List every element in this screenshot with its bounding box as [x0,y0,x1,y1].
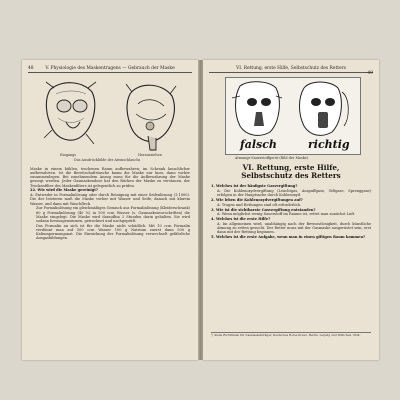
answer-text: A: Wenn möglichst wenig Sauerstoff im Raume ist, rettet man zunächst Luft. [217,212,356,217]
paragraph: Maske in einem kühlen, trockenen Raum aufbewahren; im Schrank lauschlicher aufbewahrten. Ist die Bereitschaftstasche kaum die Maske nur kurz, dann vorher zusammenlegen. Bei zunehmendem Anzug muss für die Aufbewahrung der Maske gesorgt werden. Jeder Gasmaskendose hat den Rücken der Maske zu verstauen, der Trockenfilter des Maskenfilters ist gelegentlich zu prüfen. [30,167,190,188]
figure-caption-left: Das Ausdrückbilde der Atemschlauchs [74,158,141,162]
right-page-number: 49 [367,71,373,76]
right-page-header [209,66,373,76]
question-heading: 1. Welches ist der häufigste Gasvergiftung? [211,184,298,188]
left-page-body [30,167,190,241]
caption-right-figure: Herausziehen [138,153,162,157]
question-heading: 2. Wie leben die Kohlenoxydvergiftungen auf? [211,197,303,202]
figure-caption-right: Atmungs-Sauerstoffgerät (Bild der Maske) [235,156,309,160]
caption-left-figure: Eingangs [60,153,77,157]
mask-comparison-figure [225,77,361,155]
answer-text: A: Im allgemeinen wird, unabhängig nach der Bewusstlosigkeit, durch künstliche Atmung zu retten gesucht. Der Retter muss mit der Gasmaske ausgerüstet sein, erst dann mit der Rettung beginnen. [217,222,371,235]
paragraph: Das Formalin an sich ist für die Maske nicht schädlich. Mit 10 ccm Formalin verdünnt man auf 500 ccm Wasser 100 g Natrium zuerst dann 500 g Kaliumpermanganat. Die Einwirkung der Formalinlösung verwechselt gefährliche Ausgasbildungen. [36,223,190,241]
left-page-running-title: V. Physiologie des Maskentragens — Gebrauch der Maske [45,66,175,71]
question-heading: 22. Wie wird die Maske gereinigt? [30,188,98,193]
mask-comparison-drawing [226,78,360,140]
question-heading: 5. Welches ist die erste Aufgabe, wenn man in einen giftigen Raum kommen? [211,235,366,240]
answer-text: A: Tragen und Rettungen sind oft erforderlich. [217,202,302,207]
question-heading: 4. Welches ist die erste Hilfe? [211,217,271,222]
footnote: ¹) Siehe Richtlinien für Gasmaskenträger, Deutsches Rotes Kreuz, Berlin, Leipzig und München 1934. [211,332,371,337]
paragraph: Zur Formalinlösung ein gleichmäßiges Gemisch aus Formalinlösung (Kleiderschrank) 60 g Formalinlösung (40 %) in 500 ccm Wasser (s. Gasmaskenvorschriften) die Maske eingelegt. Die Maske wird daraufhin 2 Stunden darin gehalten. Sie wird sodann herausgenommen, getrocknet und nachgeprüft. [36,206,190,223]
label-richtig: richtig [308,138,350,151]
label-falsch: falsch [240,138,277,151]
section-heading-line-2: Selbstschutz des Retters [241,171,341,180]
left-page [22,60,198,360]
left-page-number: 48 [28,66,34,71]
gas-mask-illustration-right [120,78,180,152]
section-heading-line-1: VI. Rettung, erste Hilfe, [242,163,340,172]
gas-mask-illustration-left [42,78,100,150]
right-page-body [211,184,371,240]
answer-text: A: Die Kohlenoxydvergiftung (Leuchtgas, Auspuffgase, Giftgase, Sprenggase) erfolgen in der Hauptsache durch Kohlenoxyd. [217,188,371,197]
right-page-running-title: VI. Rettung, erste Hilfe, Selbstschutz des Retters [236,66,346,71]
section-heading [203,164,379,180]
right-page [203,60,379,360]
question-heading: 3. Wie ist die sichtbarste Gasvergiftung entstanden? [211,207,316,212]
paragraph: A: Entweder in Formalinlösung oder durch Reinigung mit einer Seifenlösung (1:1000). Die der letzteren muß die Maske vorher mit Wasser und Seife, danach mit klarem Wasser, und dann mit Waschfleck. [30,193,190,206]
left-page-header [28,66,192,73]
